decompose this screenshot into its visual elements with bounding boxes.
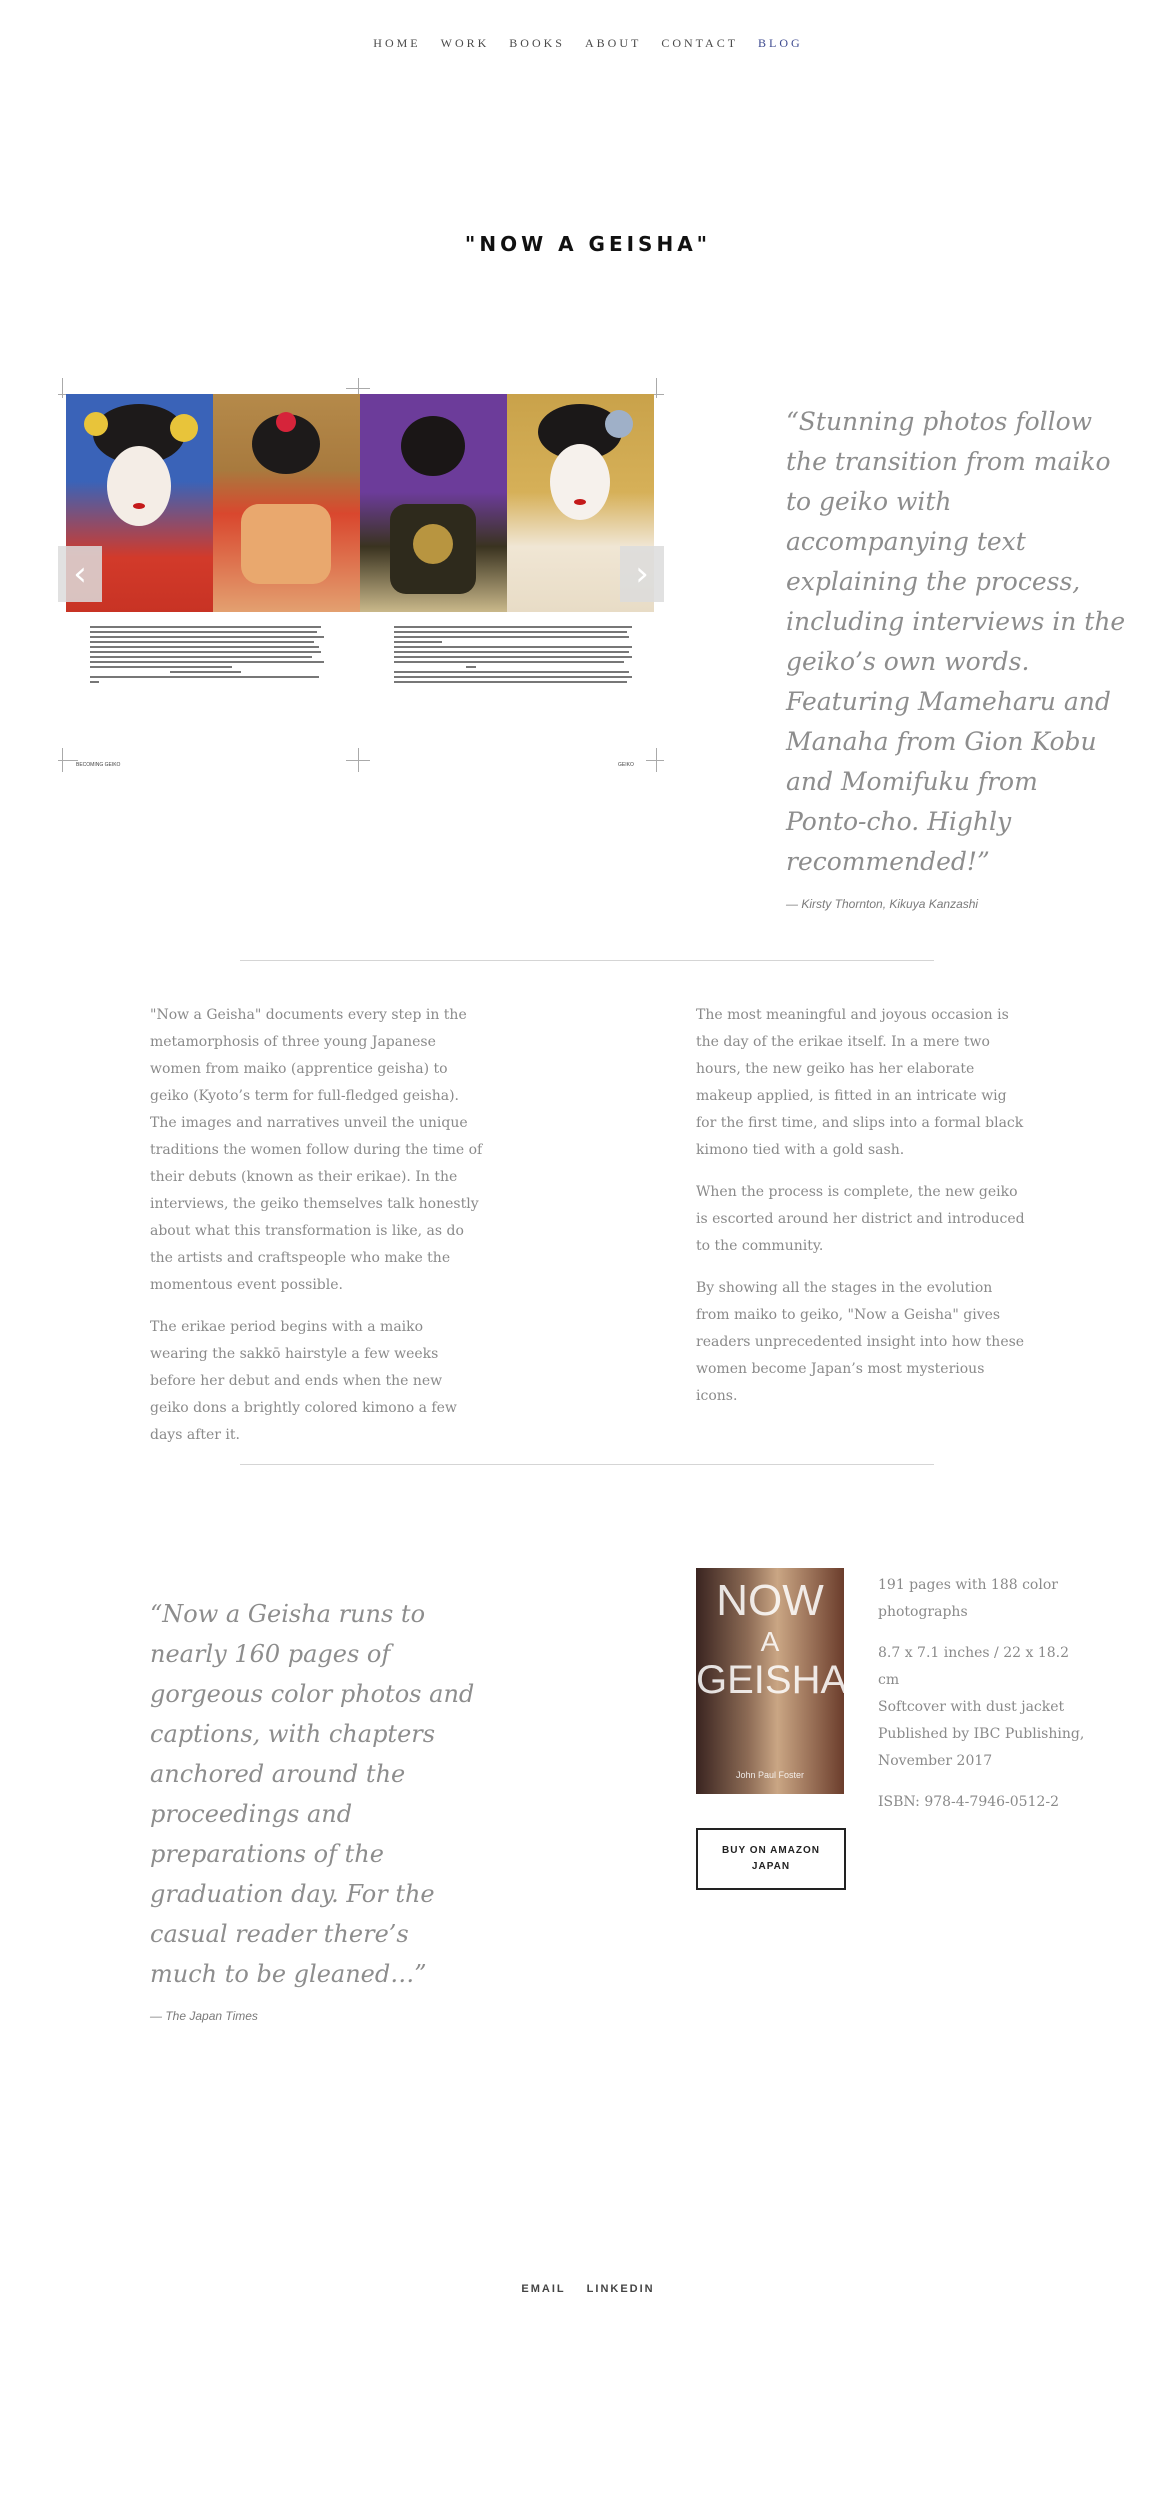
crop-mark bbox=[62, 378, 63, 398]
cover-title-line: A bbox=[760, 1626, 780, 1657]
footer-links bbox=[0, 2283, 1176, 2295]
nav-work[interactable]: WORK bbox=[440, 36, 490, 50]
book-pages: 191 pages with 188 color photographs bbox=[878, 1577, 1058, 1620]
page-title: "NOW A GEISHA" bbox=[464, 232, 712, 256]
book-format: Softcover with dust jacket bbox=[878, 1699, 1065, 1715]
divider bbox=[240, 960, 934, 961]
footer-email-link[interactable]: EMAIL bbox=[521, 2283, 566, 2295]
photo-panel-2 bbox=[213, 394, 360, 612]
slideshow-next-button[interactable]: › bbox=[620, 546, 664, 602]
nav-about[interactable]: ABOUT bbox=[584, 36, 642, 50]
divider bbox=[240, 1464, 934, 1465]
cover-title-line: NOW bbox=[716, 1576, 824, 1625]
crop-mark bbox=[346, 388, 370, 389]
crop-mark bbox=[346, 760, 370, 761]
buy-on-amazon-button[interactable] bbox=[696, 1828, 846, 1890]
page-footer-left: BECOMING GEIKO bbox=[76, 762, 121, 768]
nav-home[interactable]: HOME bbox=[373, 36, 421, 50]
geisha-portrait-2 bbox=[213, 394, 360, 612]
spread-text-left bbox=[90, 626, 326, 722]
page-footer-right: GEIKO bbox=[618, 762, 634, 768]
slideshow-prev-button[interactable]: ‹ bbox=[58, 546, 102, 602]
description-left bbox=[150, 1002, 484, 1464]
review-quote-bottom bbox=[150, 1594, 480, 2036]
buy-button-label: BUY ON AMAZON JAPAN bbox=[722, 1845, 820, 1872]
book-isbn: ISBN: 978-4-7946-0512-2 bbox=[878, 1794, 1060, 1810]
review-source: — The Japan Times bbox=[150, 2009, 258, 2023]
description-right bbox=[696, 1002, 1030, 1425]
review-source: — Kirsty Thornton, Kikuya Kanzashi bbox=[786, 897, 979, 911]
geisha-portrait-3 bbox=[360, 394, 507, 612]
review-quote-text: “Now a Geisha runs to nearly 160 pages of gorgeous color photos and captions, with chapters anchored around the proceedings and preparations of the graduation day. For the casual reader there’s much to be gleaned…” bbox=[150, 1600, 475, 1988]
crop-mark bbox=[58, 760, 78, 761]
cover-author: John Paul Foster bbox=[735, 1770, 805, 1780]
spread-text-right bbox=[394, 626, 634, 722]
review-quote-top bbox=[786, 402, 1126, 924]
book-slideshow bbox=[58, 378, 664, 778]
book-details bbox=[878, 1572, 1088, 1830]
description-paragraph: "Now a Geisha" documents every step in the metamorphosis of three young Japanese women from maiko (apprentice geisha) to geiko (Kyoto’s term for full-fledged geisha). The images and narratives unveil the unique traditions the women follow during the time of their debuts (known as their erikae). In the interviews, the geiko themselves talk honestly about what this transformation is like, as do the artists and craftspeople who make the momentous event possible. bbox=[150, 1007, 483, 1293]
crop-mark bbox=[646, 760, 664, 761]
top-nav bbox=[0, 36, 1176, 51]
description-paragraph: When the process is complete, the new geiko is escorted around her district and introduced to the community. bbox=[696, 1184, 1025, 1254]
description-paragraph: The erikae period begins with a maiko wearing the sakkō hairstyle a few weeks before her debut and ends when the new geiko dons a brightly colored kimono a few days after it. bbox=[150, 1319, 457, 1443]
crop-mark bbox=[656, 378, 657, 398]
book-size: 8.7 x 7.1 inches / 22 x 18.2 cm bbox=[878, 1645, 1069, 1688]
book-publisher: Published by IBC Publishing, November 2017 bbox=[878, 1726, 1085, 1769]
nav-contact[interactable]: CONTACT bbox=[661, 36, 739, 50]
footer-linkedin-link[interactable]: LINKEDIN bbox=[586, 2283, 655, 2295]
review-quote-text: “Stunning photos follow the transition from maiko to geiko with accompanying text explaining the process, including interviews in the geiko’s own words. Featuring Mameharu and Manaha from Gion Kobu and Momifuku from Ponto-cho. Highly recommended!” bbox=[786, 407, 1126, 876]
photo-panel-3 bbox=[360, 394, 507, 612]
nav-blog[interactable]: BLOG bbox=[758, 36, 803, 50]
book-cover-image bbox=[696, 1568, 848, 1794]
description-paragraph: The most meaningful and joyous occasion is the day of the erikae itself. In a mere two hours, the new geiko has her elaborate makeup applied, is fitted in an intricate wig for the first time, and slips into a formal black kimono tied with a gold sash. bbox=[696, 1007, 1024, 1158]
cover-title-line: GEISHA bbox=[696, 1658, 848, 1702]
nav-books[interactable]: BOOKS bbox=[509, 36, 565, 50]
description-paragraph: By showing all the stages in the evolution from maiko to geiko, "Now a Geisha" gives readers unprecedented insight into how these women become Japan’s most mysterious icons. bbox=[696, 1280, 1025, 1404]
